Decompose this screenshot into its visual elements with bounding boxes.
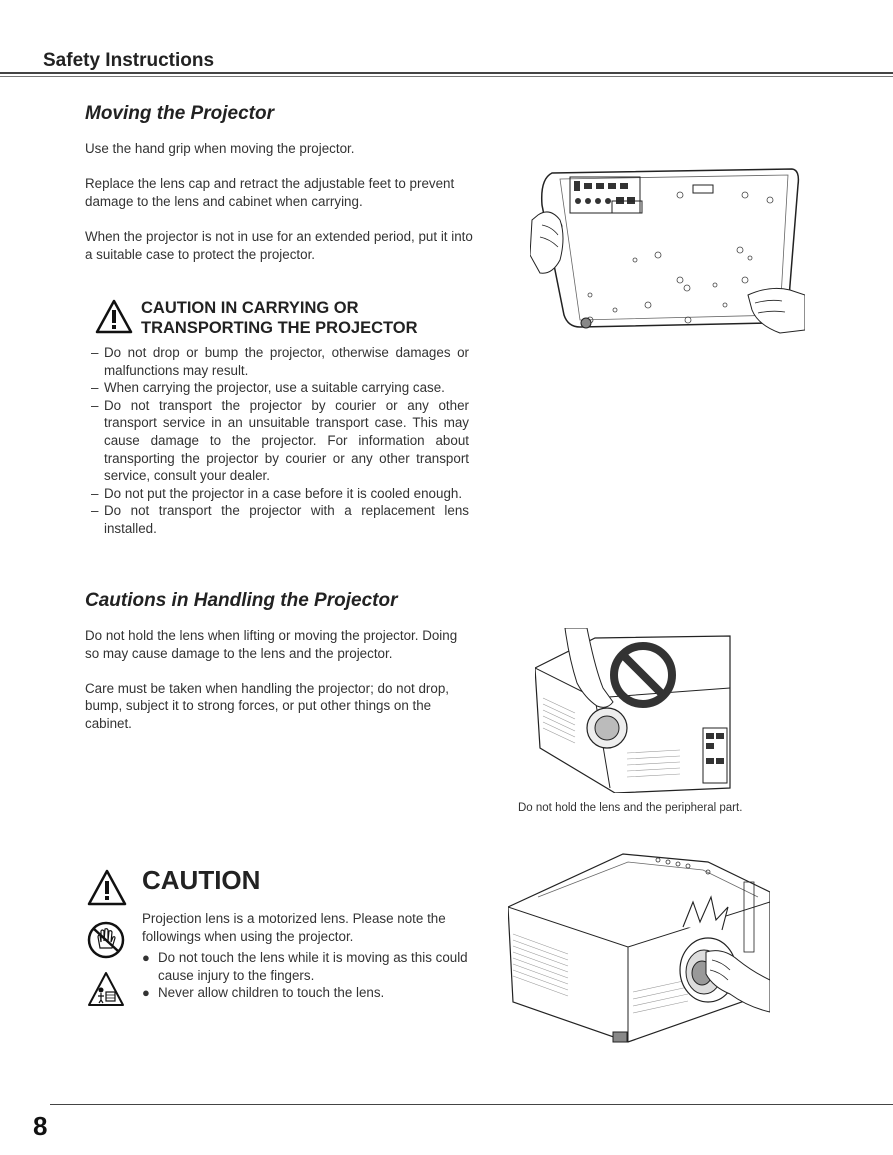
list-item: ● Never allow children to touch the lens. [142, 984, 472, 1002]
section-title-handling: Cautions in Handling the Projector [85, 590, 398, 611]
handling-paragraphs [85, 627, 475, 750]
list-item: – Do not put the projector in a case before it is cooled enough. [85, 485, 469, 503]
motorized-lens-illustration [508, 852, 770, 1047]
header-rule-thin [0, 76, 893, 77]
moving-paragraph-1: Use the hand grip when moving the projector. [85, 141, 355, 156]
list-item: – Do not drop or bump the projector, otherwise damages or malfunctions may result. [85, 344, 469, 379]
caution-title: CAUTION [142, 865, 261, 895]
carrying-caution-list [85, 344, 469, 538]
section-title-moving: Moving the Projector [85, 103, 274, 124]
header-rule [0, 72, 893, 74]
list-item: – Do not transport the projector with a replacement lens installed. [85, 502, 469, 537]
moving-paragraph-2: Replace the lens cap and retract the adjustable feet to prevent damage to the lens and cabinet when carrying. [85, 176, 455, 209]
lens-holding-illustration [535, 628, 735, 793]
warning-triangle-icon [86, 868, 128, 908]
moving-paragraph-3: When the projector is not in use for an extended period, put it into a suitable case to protect the projector. [85, 228, 473, 262]
caution-intro: Projection lens is a motorized lens. Please note the followings when using the projector. [142, 911, 446, 944]
keep-away-from-children-icon [86, 970, 126, 1010]
list-item: ● Do not touch the lens while it is moving as this could cause injury to the fingers. [142, 949, 472, 984]
carrying-caution-heading [141, 298, 418, 338]
handling-paragraph-2: Care must be taken when handling the projector; do not drop, bump, subject it to strong forces, or put other things on the cabinet. [85, 680, 450, 731]
page-number: 8 [33, 1111, 48, 1141]
footer-rule [50, 1104, 893, 1105]
projector-underside-illustration [530, 165, 805, 335]
handling-caption: Do not hold the lens and the peripheral part. [518, 802, 743, 814]
list-item: – When carrying the projector, use a suitable carrying case. [85, 379, 469, 397]
moving-paragraphs [85, 140, 475, 281]
list-item: – Do not transport the projector by courier or any other transport service in an unsuitable transport case. This may cause damage to the projector. For information about transporting the projector by courier or any other transport service, consult your dealer. [85, 397, 469, 485]
handling-paragraph-1: Do not hold the lens when lifting or moving the projector. Doing so may cause damage to the lens and the projector. [85, 628, 458, 661]
page-header-title: Safety Instructions [43, 50, 215, 71]
no-touch-hand-icon [86, 920, 126, 960]
carrying-caution-heading-line1: CAUTION IN CARRYING OR [141, 299, 359, 317]
caution-list [142, 949, 472, 1002]
warning-triangle-icon [94, 298, 134, 336]
carrying-caution-heading-line2: TRANSPORTING THE PROJECTOR [141, 319, 418, 337]
